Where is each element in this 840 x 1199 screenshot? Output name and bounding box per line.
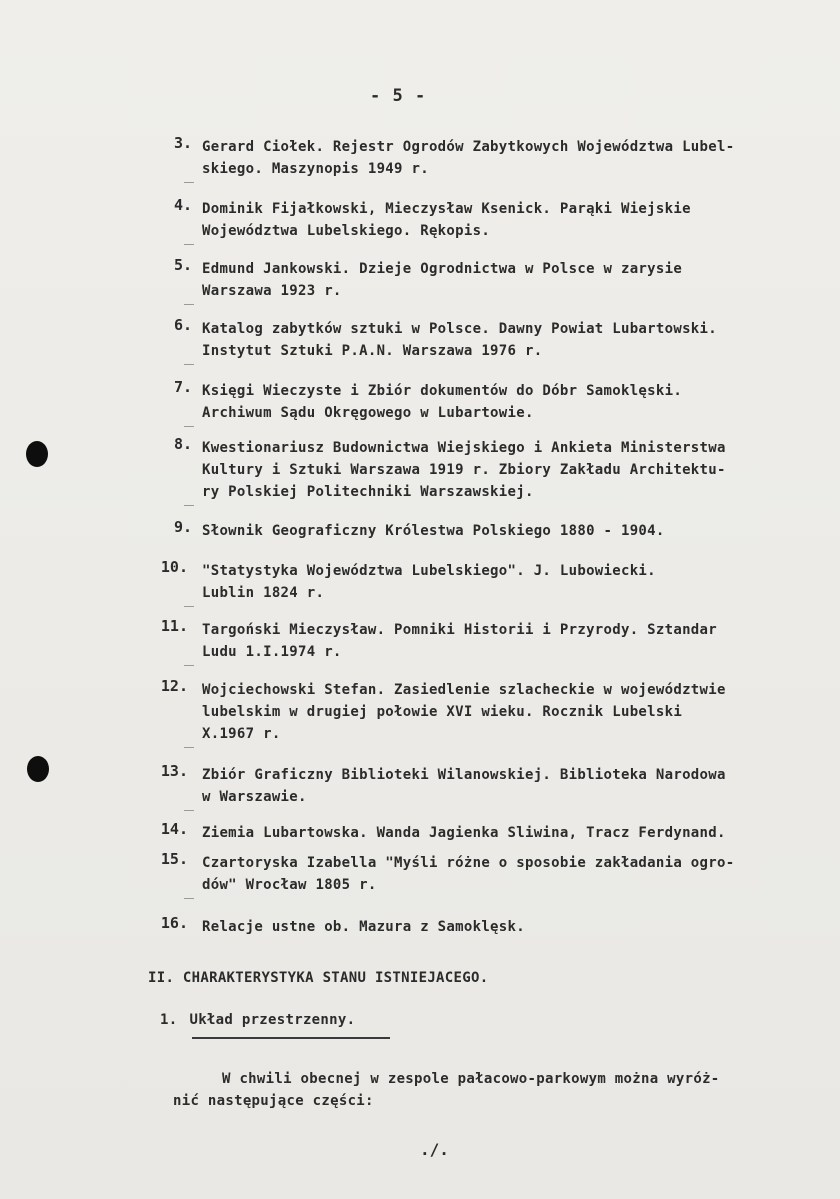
entry-line: ry Polskiej Politechniki Warszawskiej. [202,484,534,500]
entry-line: Archiwum Sądu Okręgowego w Lubartowie. [202,405,534,421]
entry-number: 16. [160,914,188,932]
entry-line: Katalog zabytków sztuki w Polsce. Dawny Powiat Lubartowski. [202,321,717,337]
margin-tick [184,505,194,506]
subsection-title: Układ przestrzenny. [189,1012,356,1028]
paragraph-line: W chwili obecnej w zespole pałacowo-parkowym można wyróż- [222,1071,720,1087]
entry-line: Słownik Geograficzny Królestwa Polskiego 1880 - 1904. [202,523,665,539]
margin-tick [184,364,194,365]
margin-tick [184,426,194,427]
continuation-mark: ./. [420,1140,449,1159]
entry-line: Ziemia Lubartowska. Wanda Jagienka Sliwina, Tracz Ferdynand. [202,825,726,841]
entry-line: Lublin 1824 r. [202,585,325,601]
subsection-number: 1. [160,1012,178,1028]
entry-text [202,619,717,663]
entry-text [202,258,682,302]
entry-text [202,679,726,745]
entry-number: 6. [173,316,192,334]
margin-tick [184,747,194,748]
entry-number: 9. [173,518,192,536]
subsection-heading [160,1012,355,1028]
entry-number: 14. [160,820,188,838]
entry-line: Województwa Lubelskiego. Rękopis. [202,223,491,239]
punch-hole-top [26,441,48,467]
entry-line: Zbiór Graficzny Biblioteki Wilanowskiej. Biblioteka Narodowa [202,767,726,783]
entry-line: Kultury i Sztuki Warszawa 1919 r. Zbiory Zakładu Architektu- [202,462,726,478]
page-number: - 5 - [370,86,427,106]
margin-tick [184,304,194,305]
entry-line: Ludu 1.I.1974 r. [202,644,342,660]
entry-line: Kwestionariusz Budownictwa Wiejskiego i Ankieta Ministerstwa [202,440,726,456]
entry-line: Edmund Jankowski. Dzieje Ogrodnictwa w Polsce w zarysie [202,261,683,277]
entry-text [202,560,656,604]
entry-text [202,318,717,362]
entry-line: Targoński Mieczysław. Pomniki Historii i Przyrody. Sztandar [202,622,717,638]
entry-text [202,764,726,808]
entry-line: w Warszawie. [202,789,307,805]
entry-line: Księgi Wieczyste i Zbiór dokumentów do Dóbr Samoklęski. [202,383,683,399]
entry-text [202,852,734,896]
punch-hole-bottom [27,756,49,782]
entry-text [202,437,726,503]
entry-line: Warszawa 1923 r. [202,283,342,299]
margin-tick [184,898,194,899]
margin-tick [184,606,194,607]
margin-tick [184,810,194,811]
entry-number: 4. [173,196,192,214]
entry-number: 5. [173,256,192,274]
entry-number: 7. [173,378,192,396]
entry-text [202,822,726,844]
paragraph-line: nić następujące części: [173,1093,374,1109]
entry-line: Instytut Sztuki P.A.N. Warszawa 1976 r. [202,343,543,359]
entry-number: 12. [160,677,188,695]
entry-number: 15. [160,850,188,868]
entry-line: Czartoryska Izabella "Myśli różne o sposobie zakładania ogro- [202,855,735,871]
entry-number: 8. [173,435,192,453]
entry-line: X.1967 r. [202,726,281,742]
entry-line: skiego. Maszynopis 1949 r. [202,161,429,177]
entry-text [202,198,691,242]
margin-tick [184,665,194,666]
entry-line: "Statystyka Województwa Lubelskiego". J. Lubowiecki. [202,563,656,579]
margin-tick [184,244,194,245]
entry-line: lubelskim w drugiej połowie XVI wieku. Rocznik Lubelski [202,704,683,720]
entry-line: Wojciechowski Stefan. Zasiedlenie szlacheckie w województwie [202,682,726,698]
entry-line: Gerard Ciołek. Rejestr Ogrodów Zabytkowych Województwa Lubel- [202,139,735,155]
body-paragraph [173,1068,720,1112]
section-heading: II. CHARAKTERYSTYKA STANU ISTNIEJACEGO. [148,970,489,986]
entry-line: dów" Wrocław 1805 r. [202,877,377,893]
entry-text [202,380,682,424]
entry-line: Relacje ustne ob. Mazura z Samoklęsk. [202,919,525,935]
entry-text [202,136,734,180]
entry-line: Dominik Fijałkowski, Mieczysław Ksenick. Parąki Wiejskie [202,201,691,217]
entry-text [202,520,665,542]
entry-number: 11. [160,617,188,635]
entry-number: 10. [160,558,188,576]
entry-text [202,916,525,938]
margin-tick [184,182,194,183]
entry-number: 3. [173,134,192,152]
subsection-underline [192,1037,390,1039]
entry-number: 13. [160,762,188,780]
